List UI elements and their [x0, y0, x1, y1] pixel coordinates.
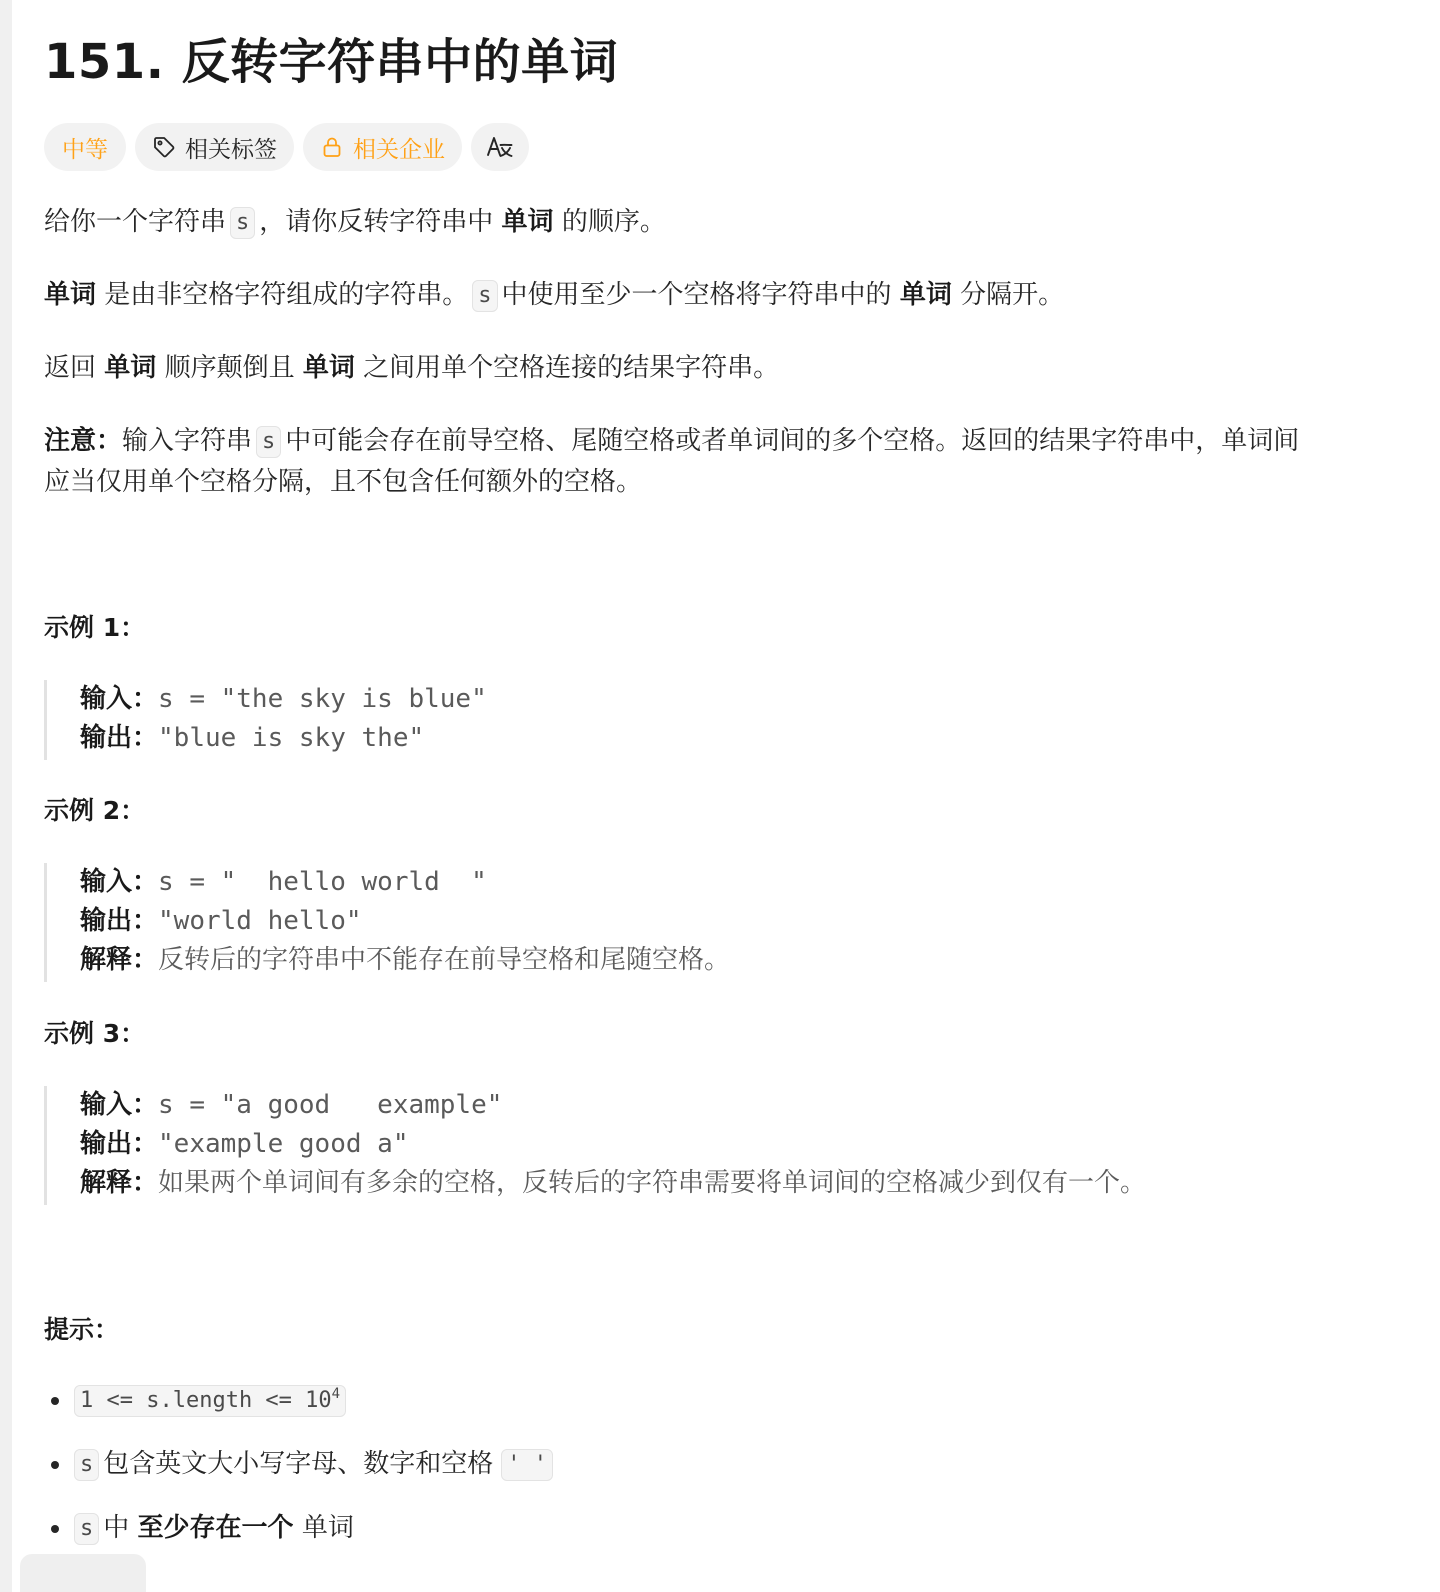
hint-code: s [74, 1449, 99, 1481]
lock-icon [320, 135, 344, 159]
description-paragraph-1: 给你一个字符串 s ，请你反转字符串中 单词 的顺序。 [44, 207, 666, 237]
example-3-output: 输出："example good a" [80, 1129, 409, 1159]
example-2-heading: 示例 2： [44, 796, 146, 825]
hint-code: s [74, 1513, 99, 1545]
related-companies-button[interactable] [303, 123, 462, 171]
example-2-output: 输出："world hello" [80, 906, 362, 936]
tag-icon [152, 135, 176, 159]
related-companies-label: 相关企业 [353, 136, 445, 163]
hint-item: s 中 至少存在一个 单词 [44, 1508, 557, 1548]
hints-heading: 提示： [44, 1315, 120, 1344]
example-3-block [44, 1086, 1146, 1205]
translate-button[interactable] [471, 123, 529, 171]
problem-description-panel [12, 0, 1440, 1592]
difficulty-badge[interactable]: 中等 [44, 123, 126, 171]
example-1-output: 输出："blue is sky the" [80, 723, 425, 753]
description-note: 注意：输入字符串 s 中可能会存在前导空格、尾随空格或者单词间的多个空格。返回的结果字符串中，单词间 应当仅用单个空格分隔，且不包含任何额外的空格。 [44, 426, 1300, 497]
bottom-toolbar-tab[interactable] [20, 1554, 146, 1592]
hint-item: s 包含英文大小写字母、数字和空格 ' ' [44, 1444, 557, 1484]
example-1-block [44, 680, 487, 760]
hint-item [44, 1380, 557, 1420]
related-tags-label: 相关标签 [185, 136, 277, 163]
example-2-explanation: 解释：反转后的字符串中不能存在前导空格和尾随空格。 [80, 945, 731, 975]
hint-code: 1 <= s.length <= $10^4$ [74, 1385, 346, 1417]
hint-code: ' ' [501, 1449, 553, 1481]
problem-tags [44, 123, 529, 171]
description-paragraph-2: 单词 是由非空格字符组成的字符串。 s 中使用至少一个空格将字符串中的 单词 分隔开。 [44, 280, 1065, 310]
translate-icon [486, 134, 514, 160]
inline-code: s [230, 207, 255, 239]
related-tags-button[interactable] [135, 123, 294, 171]
example-2-input: 输入：s = " hello world " [80, 867, 487, 897]
example-3-input: 输入：s = "a good example" [80, 1090, 503, 1120]
hints-list [44, 1380, 557, 1572]
inline-code: s [256, 426, 281, 458]
inline-code: s [472, 280, 497, 312]
description-paragraph-3: 返回 单词 顺序颠倒且 单词 之间用单个空格连接的结果字符串。 [44, 353, 780, 383]
example-1-input: 输入：s = "the sky is blue" [80, 684, 487, 714]
example-1-heading: 示例 1： [44, 613, 146, 642]
example-2-block [44, 863, 730, 982]
problem-title: 151. 反转字符串中的单词 [44, 34, 619, 90]
example-3-heading: 示例 3： [44, 1019, 146, 1048]
example-3-explanation: 解释：如果两个单词间有多余的空格，反转后的字符串需要将单词间的空格减少到仅有一个。 [80, 1168, 1147, 1198]
